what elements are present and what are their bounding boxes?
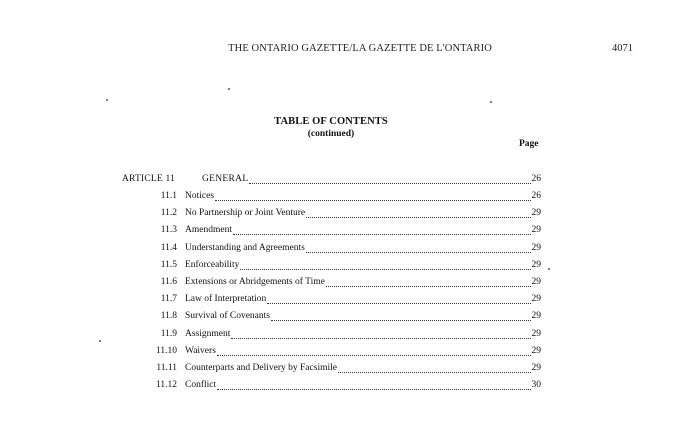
- section-label: Waivers: [185, 345, 216, 356]
- article-page: 26: [531, 174, 541, 184]
- toc-subtitle: (continued): [307, 129, 355, 139]
- section-number: 11.6: [160, 277, 177, 287]
- section-entry: [185, 361, 541, 376]
- running-header-title: THE ONTARIO GAZETTE/LA GAZETTE DE L'ONTARIO: [228, 43, 492, 54]
- section-label: Assignment: [185, 328, 231, 339]
- leader-dots: [215, 199, 530, 201]
- leader-dots: [231, 337, 530, 339]
- section-number: 11.4: [160, 242, 177, 253]
- toc-section-row: [122, 189, 541, 204]
- section-label: Notices: [185, 191, 215, 201]
- section-number: 11.10: [155, 345, 177, 356]
- toc-section-row: [122, 275, 541, 290]
- section-label: Extensions or Abridgements of Time: [185, 277, 325, 287]
- section-entry: [185, 241, 541, 256]
- leader-dots: [217, 388, 530, 390]
- section-label: Survival of Covenants: [185, 311, 270, 322]
- toc-section-row: [122, 223, 541, 238]
- article-number: ARTICLE 11: [122, 174, 176, 184]
- section-page: 29: [531, 311, 541, 322]
- leader-dots: [306, 251, 531, 253]
- section-number: 11.9: [160, 328, 177, 339]
- section-number: 11.2: [160, 208, 177, 219]
- section-entry: [185, 223, 541, 238]
- leader-dots: [233, 233, 531, 235]
- section-page: 29: [531, 208, 541, 219]
- section-page: 29: [531, 345, 541, 356]
- toc-section-row: [122, 344, 541, 359]
- page-number: 4071: [612, 43, 633, 54]
- section-entry: [185, 309, 541, 324]
- scan-speck: [548, 268, 550, 270]
- section-label: Law of Interpretation: [185, 294, 267, 305]
- article-entry: [202, 172, 541, 187]
- section-page: 29: [531, 328, 541, 339]
- article-label: GENERAL: [202, 174, 249, 184]
- toc-section-row: [122, 258, 541, 273]
- leader-dots: [326, 285, 531, 287]
- leader-dots: [217, 354, 531, 356]
- section-entry: [185, 378, 541, 393]
- section-label: Enforceability: [185, 259, 240, 270]
- leader-dots: [267, 302, 530, 304]
- section-page: 29: [531, 242, 541, 253]
- section-entry: [185, 344, 541, 359]
- section-entry: [185, 275, 541, 290]
- section-entry: [185, 292, 541, 307]
- section-page: 30: [531, 380, 541, 391]
- leader-dots: [249, 182, 530, 184]
- toc-section-row: [122, 206, 541, 221]
- toc-section-row: [122, 309, 541, 324]
- section-number: 11.3: [160, 225, 177, 236]
- section-page: 29: [531, 363, 541, 373]
- toc-section-row: [122, 327, 541, 342]
- section-label: Understanding and Agreements: [185, 242, 305, 253]
- section-number: 11.8: [160, 311, 177, 322]
- section-page: 29: [531, 294, 541, 305]
- section-label: Amendment: [185, 225, 232, 236]
- scan-speck: [490, 101, 492, 103]
- section-page: 29: [531, 259, 541, 270]
- leader-dots: [306, 216, 530, 218]
- page-column-label: Page: [519, 139, 539, 149]
- leader-dots: [271, 319, 531, 321]
- scan-speck: [228, 88, 230, 90]
- section-page: 29: [531, 277, 541, 287]
- toc-article-row: [122, 172, 541, 187]
- section-label: Counterparts and Delivery by Facsimile: [185, 363, 337, 373]
- section-entry: [185, 206, 541, 221]
- leader-dots: [240, 268, 530, 270]
- section-label: Conflict: [185, 380, 217, 391]
- section-number: 11.11: [156, 363, 177, 373]
- section-label: No Partnership or Joint Venture: [185, 208, 306, 219]
- section-number: 11.5: [160, 259, 177, 270]
- section-entry: [185, 258, 541, 273]
- toc-section-row: [122, 241, 541, 256]
- section-number: 11.12: [155, 380, 177, 391]
- section-number: 11.1: [160, 191, 177, 201]
- toc-section-row: [122, 292, 541, 307]
- leader-dots: [338, 371, 531, 373]
- section-entry: [185, 189, 541, 204]
- scan-speck: [99, 340, 101, 342]
- toc-section-row: [122, 378, 541, 393]
- section-entry: [185, 327, 541, 342]
- section-number: 11.7: [160, 294, 177, 305]
- toc-title: TABLE OF CONTENTS: [274, 116, 388, 127]
- toc-section-row: [122, 361, 541, 376]
- section-page: 26: [531, 191, 541, 201]
- section-page: 29: [531, 225, 541, 236]
- scan-speck: [106, 99, 108, 101]
